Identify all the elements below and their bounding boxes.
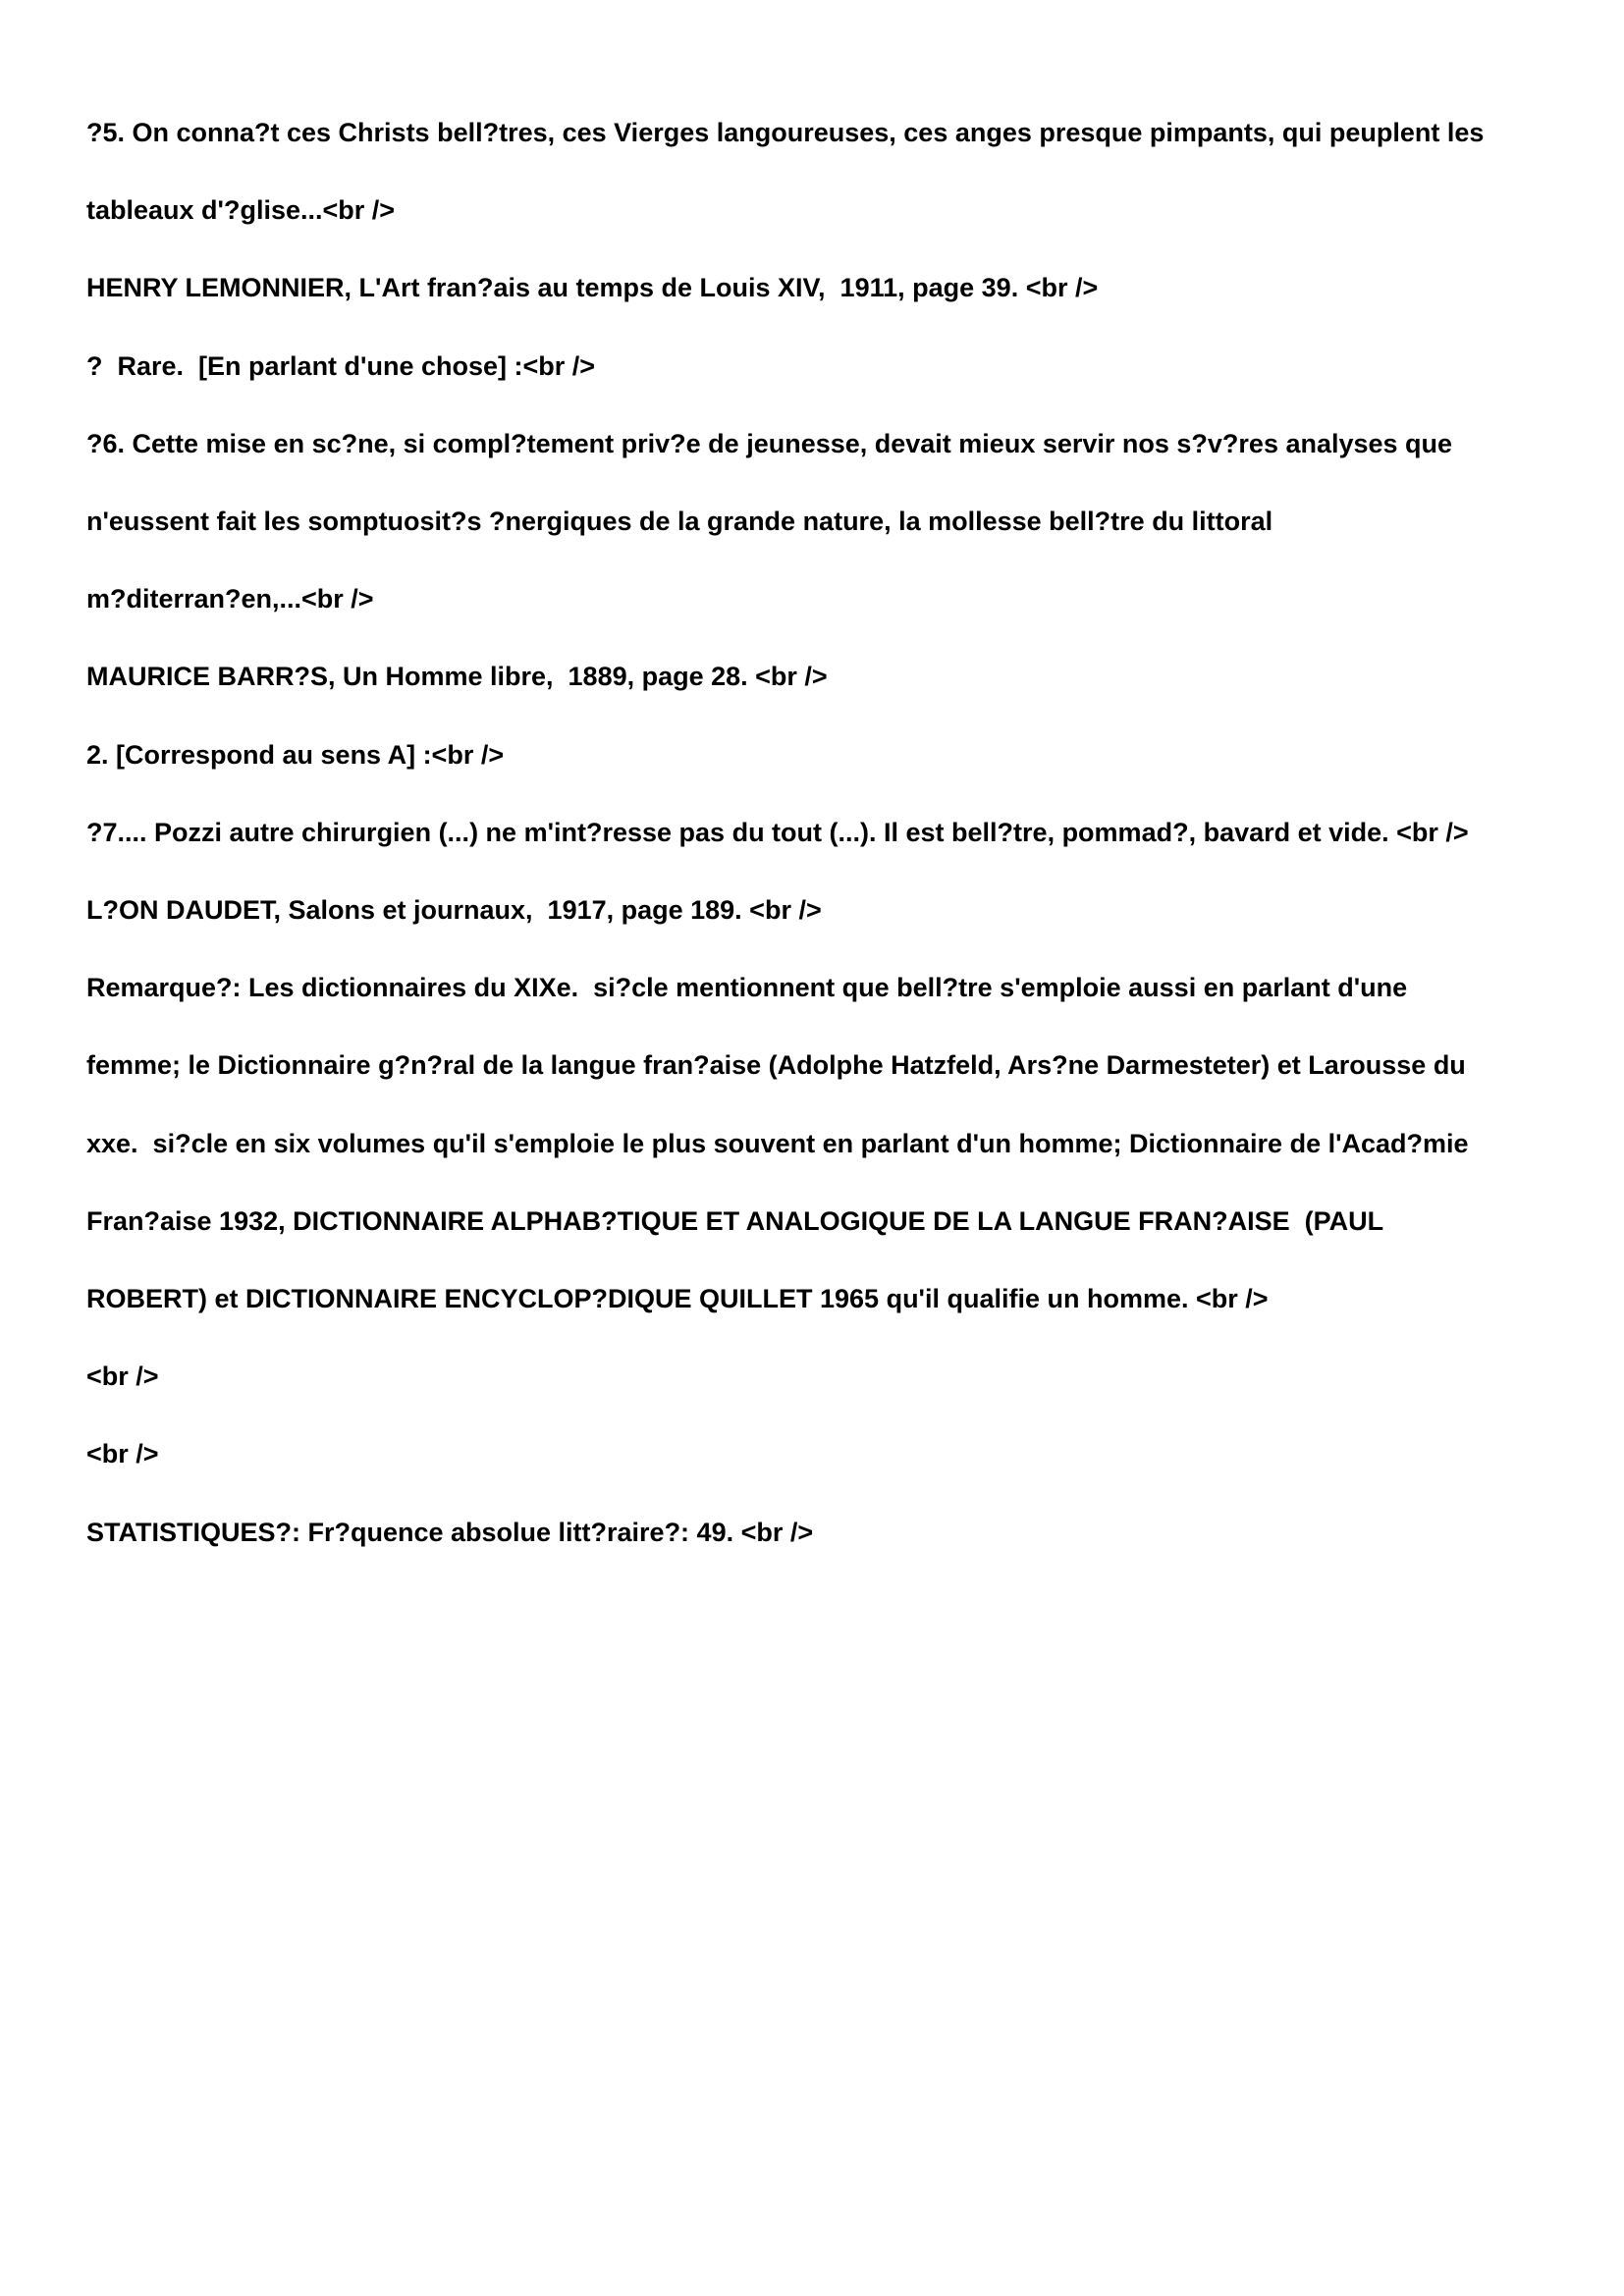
text-line: ?7.... Pozzi autre chirurgien (...) ne m'int?resse pas du tout (...). Il est bell?tre, pommad?, bavard et vide. <br /> bbox=[86, 817, 1469, 847]
text-line: ?5. On conna?t ces Christs bell?tres, ces Vierges langoureuses, ces anges presque pimpants, qui peuplent les bbox=[86, 118, 1485, 147]
text-line: xxe. si?cle en six volumes qu'il s'emploie le plus souvent en parlant d'un homme; Dictionnaire de l'Acad?mie bbox=[86, 1128, 1469, 1158]
text-line: <br /> bbox=[86, 1362, 159, 1392]
text-line: <br /> bbox=[86, 1439, 159, 1469]
text-line: HENRY LEMONNIER, L'Art fran?ais au temps de Louis XIV, 1911, page 39. <br /> bbox=[86, 273, 1099, 303]
text-line: m?diterran?en,...<br /> bbox=[86, 584, 374, 614]
text-line: L?ON DAUDET, Salons et journaux, 1917, page 189. <br /> bbox=[86, 895, 822, 926]
text-line: tableaux d'?glise...<br /> bbox=[86, 195, 396, 226]
text-line: STATISTIQUES?: Fr?quence absolue litt?raire?: 49. <br /> bbox=[86, 1517, 814, 1547]
text-line: ?6. Cette mise en sc?ne, si compl?tement priv?e de jeunesse, devait mieux servir nos s?v?res analyses que bbox=[86, 428, 1453, 458]
text-line: MAURICE BARR?S, Un Homme libre, 1889, page 28. <br /> bbox=[86, 662, 828, 692]
text-line: Remarque?: Les dictionnaires du XIXe. si?cle mentionnent que bell?tre s'emploie aussi en parlant d'une bbox=[86, 973, 1408, 1003]
text-line: ROBERT) et DICTIONNAIRE ENCYCLOP?DIQUE QUILLET 1965 qu'il qualifie un homme. <br /> bbox=[86, 1284, 1269, 1314]
text-line: 2. [Correspond au sens A] :<br /> bbox=[86, 739, 505, 770]
text-line: Fran?aise 1932, DICTIONNAIRE ALPHAB?TIQUE ET ANALOGIQUE DE LA LANGUE FRAN?AISE (PAUL bbox=[86, 1205, 1384, 1236]
text-line: n'eussent fait les somptuosit?s ?nergiques de la grande nature, la mollesse bell?tre du littoral bbox=[86, 507, 1273, 537]
text-line: femme; le Dictionnaire g?n?ral de la langue fran?aise (Adolphe Hatzfeld, Ars?ne Darmesteter) et Larousse du bbox=[86, 1050, 1466, 1081]
text-line: ? Rare. [En parlant d'une chose] :<br /> bbox=[86, 350, 596, 381]
document-page bbox=[86, 94, 1559, 1572]
